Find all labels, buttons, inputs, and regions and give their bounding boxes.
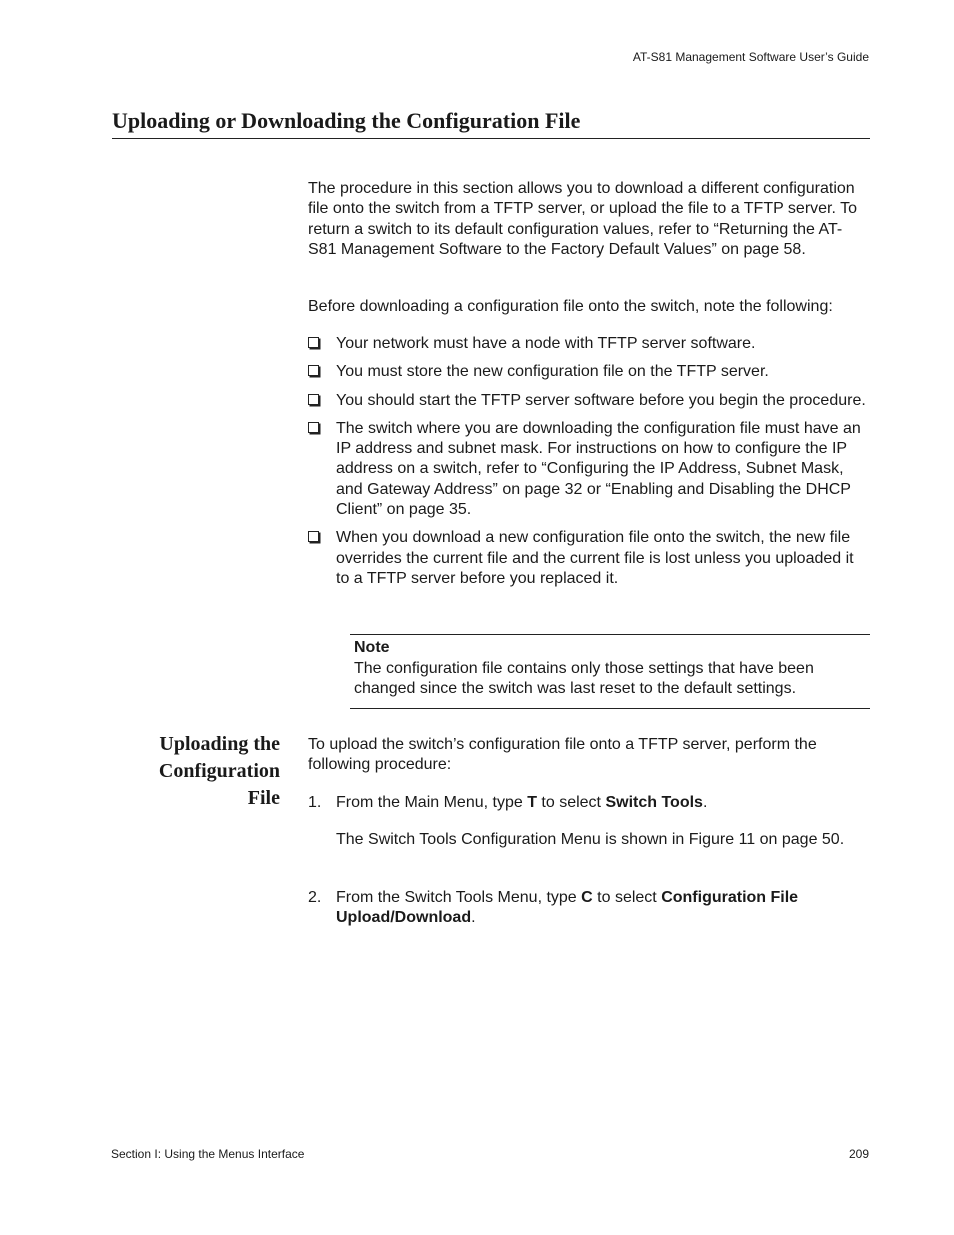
before-note-paragraph: Before downloading a configuration file onto the switch, note the following: xyxy=(308,298,833,315)
step-text: to select xyxy=(536,794,606,811)
step-number: 1. xyxy=(308,794,322,811)
list-item-text: The switch where you are downloading the configuration file must have an IP address and subnet mask. For instructions on how to configure the IP address on a switch, refer to “Configuring the IP Address, Subnet Mask, and Gateway Address” on page 32 or “Enabling and Disabling the DHCP Client” on page 35. xyxy=(336,419,861,519)
subsection-title-line: File xyxy=(247,787,280,809)
checkbox-bullet-icon xyxy=(308,394,319,405)
step-key: T xyxy=(527,794,537,811)
before-note-block xyxy=(308,297,870,317)
note-box xyxy=(350,634,870,709)
subsection-title-line: Uploading the xyxy=(159,733,280,755)
list-item xyxy=(308,334,870,354)
checkbox-bullet-icon xyxy=(308,365,319,376)
step-text: From the Switch Tools Menu, type xyxy=(336,889,582,906)
list-item-text: When you download a new configuration file onto the switch, the new file overrides the current file and the current file is lost unless you uploaded it to a TFTP server before you replaced it. xyxy=(336,529,854,587)
subsection-title xyxy=(112,731,280,812)
upload-intro-block xyxy=(308,735,870,776)
list-item-text: You must store the new configuration file on the TFTP server. xyxy=(336,363,769,381)
footer-page-number: 209 xyxy=(848,1147,869,1161)
step-text: . xyxy=(702,794,708,811)
step-target: Switch Tools xyxy=(605,794,703,811)
list-item xyxy=(308,419,870,520)
checkbox-bullet-icon xyxy=(308,422,319,433)
running-header: AT-S81 Management Software User’s Guide xyxy=(632,50,869,64)
list-item-text: You should start the TFTP server software before you begin the procedure. xyxy=(336,391,866,409)
note-title: Note xyxy=(354,639,390,656)
step-follow-text: The Switch Tools Configuration Menu is shown in Figure 11 on page 50. xyxy=(336,831,845,848)
page-title: Uploading or Downloading the Configuration File xyxy=(112,108,870,139)
step-target: Configuration File Upload/Download xyxy=(336,889,799,927)
list-item-text: Your network must have a node with TFTP server software. xyxy=(336,335,756,352)
note-text: The configuration file contains only those settings that have been changed since the switch was last reset to the default settings. xyxy=(354,659,814,697)
list-item xyxy=(308,362,870,382)
prerequisite-list xyxy=(308,334,870,597)
step-line xyxy=(308,793,870,813)
intro-block xyxy=(308,179,870,260)
step-number: 2. xyxy=(308,889,322,906)
step-text: From the Main Menu, type xyxy=(336,794,528,811)
step-key: C xyxy=(581,889,593,906)
intro-paragraph: The procedure in this section allows you to download a different configuration file onto the switch from a TFTP server, or upload the file to a TFTP server. To return a switch to its default configuration values, refer to “Returning the AT-S81 Management Software to the Factory Default Values” on page 58. xyxy=(308,180,857,258)
checkbox-bullet-icon xyxy=(308,337,319,348)
step-line xyxy=(308,888,870,929)
list-item xyxy=(308,528,870,589)
footer-section-label: Section I: Using the Menus Interface xyxy=(111,1147,305,1161)
procedure-step-2 xyxy=(308,888,870,929)
upload-intro-paragraph: To upload the switch’s configuration file onto a TFTP server, perform the following procedure: xyxy=(308,736,817,774)
procedure-step-1 xyxy=(308,793,870,813)
step-text: to select xyxy=(592,889,662,906)
step-text: . xyxy=(471,909,476,927)
checkbox-bullet-icon xyxy=(308,531,319,542)
procedure-step-1-follow xyxy=(308,830,870,850)
subsection-title-line: Configuration xyxy=(158,760,280,782)
list-item xyxy=(308,391,870,411)
